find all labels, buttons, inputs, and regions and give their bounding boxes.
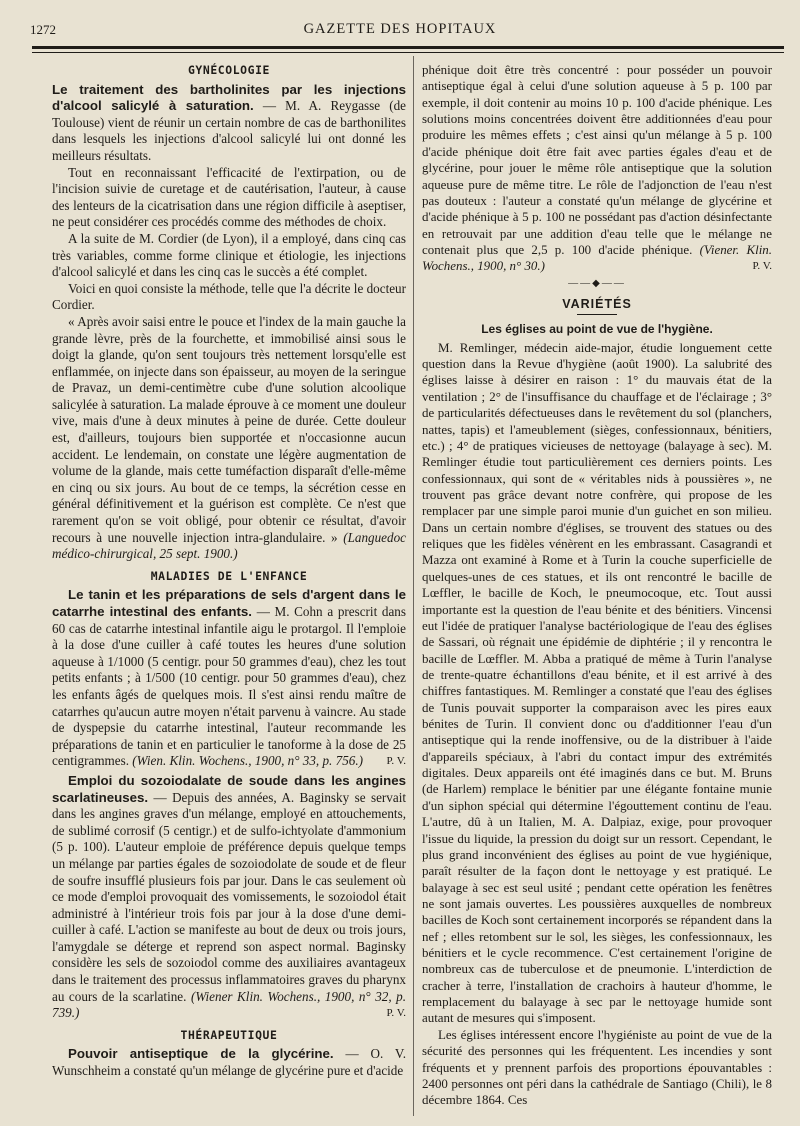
article-signature: P. V. <box>386 755 406 768</box>
article-author: — M. Cohn <box>256 604 323 619</box>
article-text: a prescrit dans 60 cas de catarrhe intestinal infantile aigu le protargol. Il l'emploie à la dose d'une cuiller à café toutes les heures d'une solution aqueuse à 1/1000 (5 centigr. pour 50 grammes d'eau), chez les tout petits enfants ; à 1/500 (10 centigr. pour 50 grammes d'eau), chez les enfants âgés de quelques mois. Il s'est ainsi rendu maître de catarrhes qu'aucun autre moyen n'était parvenu à vaincre. Au stade de dyspepsie du catarrhe intestinal, l'auteur recommande les préparations de tanin et en particulier le tanoforme à la dose de 25 centigrammes. <box>52 604 406 769</box>
article-title: Les églises au point de vue de l'hygiène. <box>481 322 713 337</box>
section-heading-therapeutique: THÉRAPEUTIQUE <box>180 1027 278 1042</box>
article-signature: P. V. <box>386 1007 406 1020</box>
right-column <box>422 62 772 1109</box>
article-title: Pouvoir antiseptique de la glycérine. <box>68 1046 334 1062</box>
paragraph: Voici en quoi consiste la méthode, telle que l'a décrite le docteur Cordier. <box>52 280 406 313</box>
section-heading-varietes: VARIÉTÉS <box>562 297 632 312</box>
running-title: GAZETTE DES HOPITAUX <box>303 21 497 37</box>
header-rule-thick <box>32 46 784 49</box>
article-reference: (Wiener Klin. Wochens., 1900, n° 32, p. 739.) <box>52 988 406 1021</box>
page-number: 1272 <box>30 22 56 37</box>
paragraph-quote <box>52 314 406 563</box>
article-text: a constaté qu'un mélange de glycérine pure et d'acide <box>124 1063 404 1079</box>
article-reference: (Wien. Klin. Wochens., 1900, n° 33, p. 756.) <box>132 753 363 769</box>
paragraph: M. Remlinger, médecin aide-major, étudie longuement cette question dans la Revue d'hygiène (août 1900). La salubrité des églises laisse à désirer en raison : 1° du mauvais état de la ventilation ; 2° de l'insuffisance du chauffage et de l'éclairage ; 3° de particularités défectueuses dans le revêtement du sol (planchers, nattes, tapis) et l'ameublement (sièges, confessionnaux, bénitiers, etc.) ; 4° de pratiques vicieuses de nettoyage (balayage à sec). M. Remlinger étudie tout particulièrement ces derniers points. Les confessionnaux, qui sont de « véritables nids à poussières », ne trouvent pas grâce devant notre confrère, qui propose de les remplacer par une simple paroi munie d'un guichet en son milieu. Dans un certain nombre d'églises, se trouvent des statues ou des reliques que les fidèles vénèrent en les embrassant. Casagrandi et Mazza ont examiné à Rome et à Turin la couche superficielle de quelques-unes de ces statues, et ils ont rencontré le bacille de Lœffler, le bacille de Koch, le pneumocoque, etc. Tout aussi importante est la question de l'eau bénite et des bénitiers. Vincensi eut l'idée de pratiquer l'analyse bactériologique de l'eau des églises de Sassari, où régnait une épidémie de diphtérie ; il y rencontra le bacille de Lœffler. M. Abba a pratiqué de même à Turin l'analyse de trente-quatre échantillons d'eau bénite, et il est arrivé à des chiffres fantastiques. M. Remlinger a constaté que l'eau des églises de Tunis pouvait supporter la comparaison avec les pires eaux bénites de Turin. Il convient donc ou d'additionner l'eau d'un antiseptique qui la rende inoffensive, ou de la distribuer à l'aide d'appareils spéciaux, à l'abri du contact impur des extrémités digitales. Deux appareils ont été imaginés dans ce but. M. Bruns (de Harlem) remplace le bénitier par une élégante fontaine munie d'un siphon spécial qui détermine l'égouttement continu de l'eau. L'autre, dû à un Italien, M. A. Dalpiaz, exige, pour provoquer l'issue du liquide, la pression du doigt sur un ressort. Cependant, le plus grand inconvénient des églises au point de vue hygiénique, paraît résulter de la façon dont le nettoyage y est pratiqué. Le balayage à sec est seul usité ; pendant cette opération les fenêtres ne sont jamais ouvertes. Les poussières auxquelles de nombreux bacilles de Koch sont certainement incorporés se répandent dans la nef ; elles retombent sur le sol, les sièges, les confessionnaux, les bénitiers et le cycle recommence. C'est certainement l'origine de nombreux cas de tuberculose et de pneumonie. L'interdiction de cracher à terre, l'installation de crachoirs à hauteur d'homme, le remplacement du balayage à sec par le nettoyage humide sont autant de mesures qui s'imposent. <box>422 339 772 1026</box>
article-title: Le tanin et les préparations de sels d'argent dans le catarrhe intestinal des enfants. <box>52 587 406 619</box>
article-text: phénique doit être très concentré : pour posséder un pouvoir antiseptique égal à celui d'une solution aqueuse à 5 p. 100 par exemple, il doit contenir au moins 10 p. 100 d'acide phénique. Les solutions moins concentrées doivent être additionnées d'eau pour produire les mêmes effets ; c'est ainsi qu'un mélange à 5 p. 100 d'acide phénique doit être fait avec parties égales d'eau et de glycérine, pour jouer le même rôle antiseptique que la solution aqueuse pure de même titre. Le rôle de l'adjonction de l'eau n'est pas douteux : l'auteur a constaté qu'un mélange de glycérine et d'acide phénique à 5 p. 100 ne possédant pas d'action désinfectante en retrouvait par une addition d'eau telle que le mélange ne contenait plus que 2,5 p. 100 d'acide phénique. <box>422 62 772 257</box>
section-ornament: ——◆—— <box>568 277 626 289</box>
article-signature: P. V. <box>752 260 772 273</box>
column-divider <box>413 56 414 1116</box>
quote-text: « Après avoir saisi entre le pouce et l'index de la main gauche la grande lèvre, près de la fourchette, et immobilisé ainsi sous le doigt la glande, qu'on sent toujours très nettement lorsqu'elle est enflammée, on injecte dans son épaisseur, au moyen de la seringue de Pravaz, un demi-centimètre cube d'une solution alcoolique salicylée à saturation. La malade éprouve à ce moment une douleur vive, mais d'une à deux minutes à peine de durée. Cette douleur est, d'ailleurs, toujours bien supportée et n'occasionne aucun accident. Le lendemain, on constate une légère augmentation de volume de la glande, mais cette tuméfaction disparaît d'elle-même en cinq ou six jours. Au bout de ce temps, la sécrétion cesse en général définitivement et la guérison est complète. Ce n'est que rarement qu'on se voit obligé, pour obtenir ce résultat, d'avoir recours à une nouvelle injection intra-glandulaire. » <box>52 313 406 545</box>
article-reference: (Viener. Klin. Wochens., 1900, n° 30.) <box>422 241 772 274</box>
article-glycerine <box>52 1046 406 1079</box>
heading-rule <box>577 314 617 315</box>
article-author: — M. A. Reygasse (de Toulouse) <box>52 98 406 130</box>
paragraph: Les églises intéressent encore l'hygiéniste au point de vue de la sécurité des personnes qui les fréquentent. Les incendies y sont fréquents et y prennent parfois des proportions épouvantables : 2400 personnes ont péri dans la cathédrale de Santiago (Chili), le 8 décembre 1864. Ces <box>422 1026 772 1108</box>
article-sozoiodalate <box>52 773 406 1022</box>
article-reference: (Languedoc médico-chirurgical, 25 sept. 1900.) <box>52 529 406 562</box>
article-bartholinites <box>52 82 406 165</box>
article-author: — O. V. Wunschheim <box>52 1046 406 1079</box>
left-column <box>52 62 406 1080</box>
header-rule-thin <box>32 52 784 53</box>
paragraph: A la suite de M. Cordier (de Lyon), il a employé, dans cinq cas très variables, comme forme clinique et étiologie, les injections d'alcool salicylé et dans les cinq cas le succès a été complet. <box>52 230 406 280</box>
article-text: vient de réunir un certain nombre de cas de barthonilites dans lesquels les injections d'alcool salicylé lui ont donné les meilleurs résultats. <box>52 114 406 163</box>
article-text: se servait dans les angines graves d'un mélange, employé en attouchements, de sublimé corrosif (5 centigr.) et de sulfo-ichtyolate d'ammonium (5 p. 100). L'auteur emploie de préférence depuis quelque temps un mélange par parties égales de sozoiodolate de soude et de fleur de soufre insufflé plusieurs fois par jour. Dans le cas seulement où ce mode d'emploi provoquait des vomissements, le sozoiodol était administré à l'intérieur trois fois par jour à la dose d'une demi-cuiller à café. L'action se manifeste au bout de deux ou trois jours, l'amygdale se déterge et reprend son aspect normal. Baginsky considère les sels de sozoiodol comme des auxiliaires avantageux dans le traitement des processus inflammatoires graves du pharynx au cours de la scarlatine. <box>52 789 406 1004</box>
article-tanin <box>52 587 406 770</box>
article-author: — Depuis des années, A. Baginsky <box>153 789 350 805</box>
article-glycerine-continued <box>422 62 772 275</box>
article-title: Emploi du sozoiodalate de soude dans les angines scarlatineuses. <box>52 772 406 805</box>
section-heading-enfance: MALADIES DE L'ENFANCE <box>150 568 308 583</box>
section-heading-gynecologie: GYNÉCOLOGIE <box>187 63 271 77</box>
paragraph: Tout en reconnaissant l'efficacité de l'extirpation, ou de l'incision suivie de curetage et de cautérisation, l'auteur, à cause des lenteurs de la cicatrisation dans une région difficile à aseptiser, ne peut considérer ces procédés comme des méthodes de choix. <box>52 164 406 230</box>
article-title: Le traitement des bartholinites par les injections d'alcool salicylé à saturation. <box>52 81 406 114</box>
